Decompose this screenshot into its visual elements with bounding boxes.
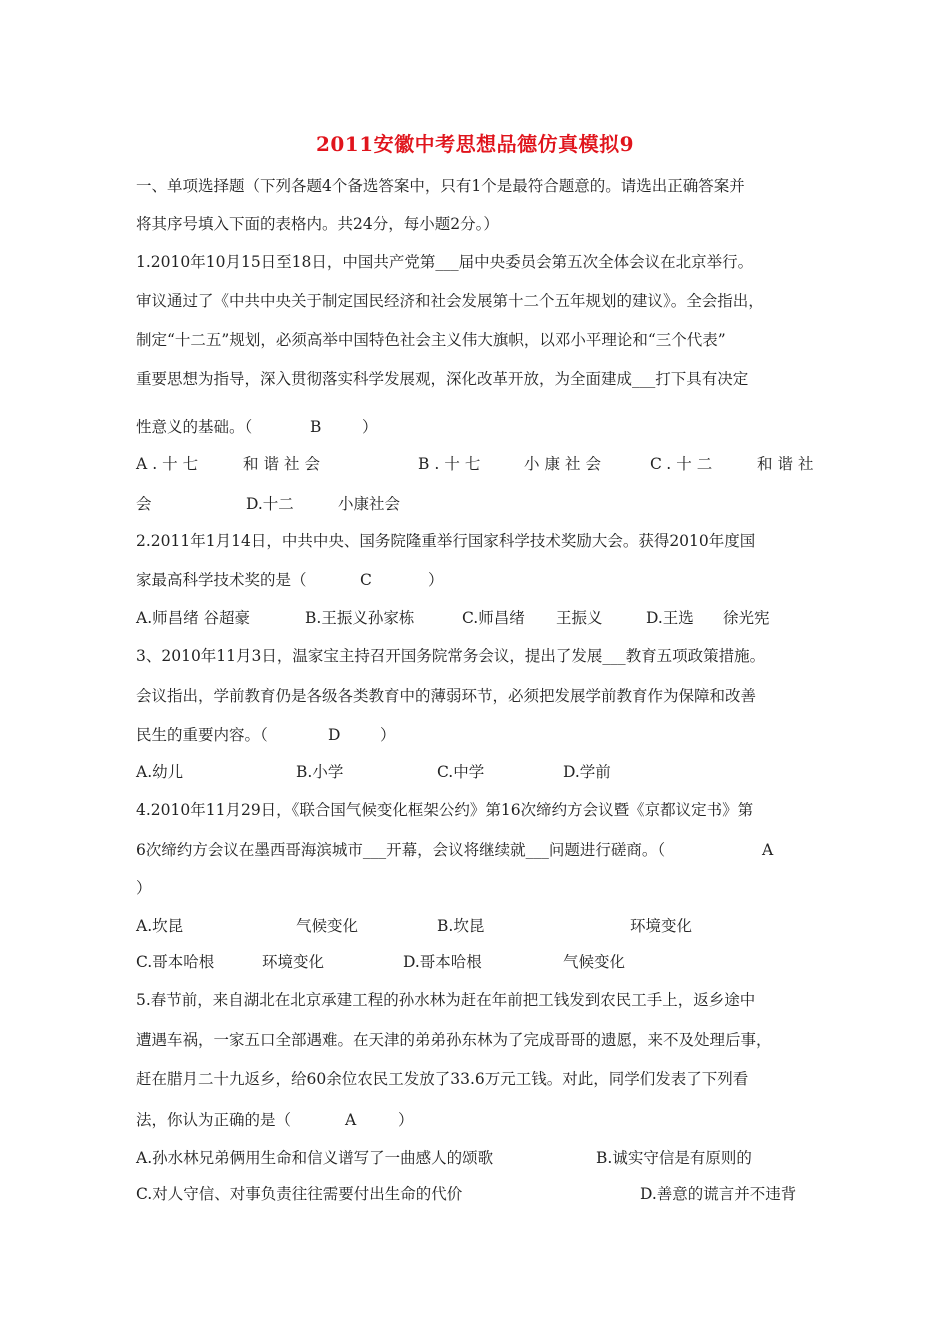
q5-option-b: B.诚实守信是有原则的 <box>596 1149 752 1167</box>
q2-answer: C <box>360 571 372 589</box>
q1-text-line-1: 1.2010年10月15日至18日，中国共产党第___届中央委员会第五次全体会议在北京举行。 <box>136 253 754 271</box>
q2-option-c-text: 王振义 <box>556 609 603 627</box>
q1-option-d: D.十二 <box>246 495 294 513</box>
q1-option-d-text: 小康社会 <box>338 495 401 513</box>
q4-answer: A <box>762 841 774 859</box>
document-title: 2011安徽中考思想品德仿真模拟9 <box>315 132 635 156</box>
q4-option-a-text: 气候变化 <box>296 917 359 935</box>
q1-text-line-5: 性意义的基础。（ <box>136 418 253 436</box>
q1-answer: B <box>310 418 322 436</box>
q1-text-line-3: 制定“十二五”规划，必须高举中国特色社会主义伟大旗帜，以邓小平理论和“三个代表” <box>136 331 726 349</box>
q4-option-c: C.哥本哈根 <box>136 953 215 971</box>
q5-option-d: D.善意的谎言并不违背 <box>640 1185 797 1203</box>
q3-option-b: B.小学 <box>296 763 344 781</box>
q1-option-b-text: 小康社会 <box>524 455 607 473</box>
q5-option-a: A.孙水林兄弟俩用生命和信义谱写了一曲感人的颂歌 <box>136 1149 494 1167</box>
q5-text-line-2: 遭遇车祸，一家五口全部遇难。在天津的弟弟孙东林为了完成哥哥的遗愿，来不及处理后事， <box>136 1031 772 1049</box>
q1-answer-close: ） <box>362 418 378 436</box>
q3-answer-close: ） <box>380 726 396 744</box>
q5-text-line-1: 5.春节前，来自湖北在北京承建工程的孙水林为赶在年前把工钱发到农民工手上，返乡途中 <box>136 991 756 1009</box>
q1-text-line-2: 审议通过了《中共中央关于制定国民经济和社会发展第十二个五年规划的建议》。全会指出， <box>136 292 764 310</box>
q3-answer: D <box>328 726 341 744</box>
q5-text-line-3: 赶在腊月二十九返乡，给60余位农民工发放了33.6万元工钱。对此，同学们发表了下列看 <box>136 1070 749 1088</box>
q3-text-line-1: 3、2010年11月3日，温家宝主持召开国务院常务会议，提出了发展___教育五项政策措施。 <box>136 647 766 665</box>
q5-answer-close: ） <box>398 1111 414 1129</box>
q2-option-d: D.王选 <box>646 609 694 627</box>
q4-option-c-text: 环境变化 <box>262 953 325 971</box>
q1-text-line-4: 重要思想为指导，深入贯彻落实科学发展观，深化改革开放，为全面建成___打下具有决定 <box>136 370 749 388</box>
q2-text-line-1: 2.2011年1月14日，中共中央、国务院隆重举行国家科学技术奖励大会。获得2010年度国 <box>136 532 756 550</box>
q4-text-line-1: 4.2010年11月29日，《联合国气候变化框架公约》第16次缔约方会议暨《京都议定书》第 <box>136 801 754 819</box>
section-instructions-line-1: 一、单项选择题（下列各题4个备选答案中，只有1个是最符合题意的。请选出正确答案并 <box>136 177 745 195</box>
q4-option-b: B.坎昆 <box>437 917 485 935</box>
q2-option-b: B.王振义孙家栋 <box>305 609 415 627</box>
q3-text-line-2: 会议指出，学前教育仍是各级各类教育中的薄弱环节，必须把发展学前教育作为保障和改善 <box>136 687 757 705</box>
q2-option-c: C.师昌绪 <box>462 609 525 627</box>
q4-text-line-2: 6次缔约方会议在墨西哥海滨城市___开幕，会议将继续就___问题进行磋商。（ <box>136 841 666 859</box>
q5-option-c: C.对人守信、对事负责往往需要付出生命的代价 <box>136 1185 463 1203</box>
q4-option-b-text: 环境变化 <box>630 917 693 935</box>
q1-option-b: B.十七 <box>418 455 486 473</box>
q4-option-d-text: 气候变化 <box>563 953 626 971</box>
q2-option-a: A.师昌绪 谷超豪 <box>136 609 251 627</box>
q2-answer-close: ） <box>428 571 444 589</box>
q5-answer: A <box>345 1111 357 1129</box>
q4-option-a: A.坎昆 <box>136 917 184 935</box>
q2-text-line-2: 家最高科学技术奖的是（ <box>136 571 307 589</box>
q3-option-c: C.中学 <box>437 763 485 781</box>
q1-option-c: C.十二 <box>650 455 718 473</box>
q3-text-line-3: 民生的重要内容。（ <box>136 726 268 744</box>
q1-option-c-text: 和谐社 <box>757 455 819 473</box>
q4-option-d: D.哥本哈根 <box>403 953 482 971</box>
q1-option-a: A.十七 <box>136 455 204 473</box>
q1-option-c-text-cont: 会 <box>136 495 152 513</box>
q3-option-d: D.学前 <box>563 763 611 781</box>
q2-option-d-text: 徐光宪 <box>723 609 770 627</box>
q5-text-line-4: 法，你认为正确的是（ <box>136 1111 292 1129</box>
q3-option-a: A.幼儿 <box>136 763 184 781</box>
q4-answer-close: ） <box>136 879 152 897</box>
section-instructions-line-2: 将其序号填入下面的表格内。共24分，每小题2分。） <box>136 215 499 233</box>
q1-option-a-text: 和谐社会 <box>243 455 326 473</box>
